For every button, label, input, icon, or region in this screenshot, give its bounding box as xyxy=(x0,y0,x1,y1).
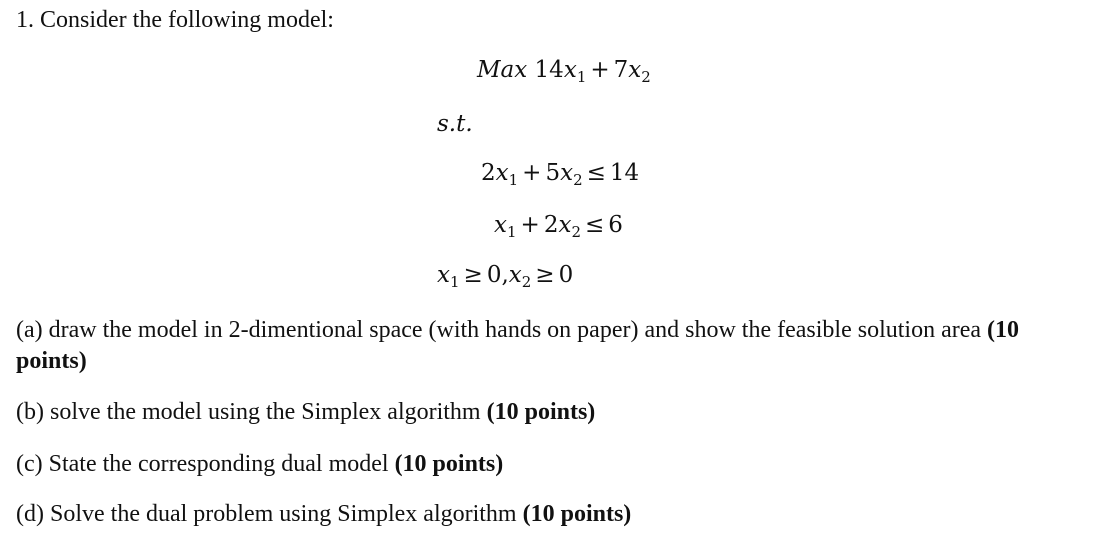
part-b-text: (b) solve the model using the Simplex algorithm xyxy=(16,399,487,425)
objective-coef-1: 14 xyxy=(534,57,564,83)
plus-sign: + xyxy=(590,57,610,83)
constraint-2 xyxy=(494,211,623,246)
nonnegativity-constraint xyxy=(437,261,573,296)
part-a-points-cont: points) xyxy=(16,348,87,374)
nonneg-separator: , xyxy=(501,262,509,288)
sub-1: 1 xyxy=(506,223,517,241)
part-d xyxy=(16,500,631,528)
var-x: x xyxy=(560,160,574,186)
nonneg-zero-1: 0 xyxy=(486,262,502,288)
part-a-line-2 xyxy=(16,347,87,375)
constraint-1-relation: ≤ xyxy=(586,160,606,186)
constraint-1 xyxy=(481,159,639,194)
sub-1: 1 xyxy=(508,171,519,189)
objective-function xyxy=(477,56,651,91)
part-a-line-1 xyxy=(16,316,1019,344)
objective-keyword: Max xyxy=(477,57,528,83)
var-x: x xyxy=(495,160,509,186)
var-x: x xyxy=(508,262,522,288)
part-c-points: (10 points) xyxy=(394,451,504,477)
sub-2: 2 xyxy=(641,68,651,86)
plus-sign: + xyxy=(520,212,540,238)
plus-sign: + xyxy=(522,160,542,186)
var-x: x xyxy=(558,212,572,238)
question-heading xyxy=(16,6,334,34)
sub-2: 2 xyxy=(571,223,581,241)
part-a-text: (a) draw the model in 2-dimentional space (with hands on paper) and show the feasible solution area xyxy=(16,317,988,343)
constraint-2-coef-2: 2 xyxy=(543,212,559,238)
var-x: x xyxy=(563,57,577,83)
part-d-points: (10 points) xyxy=(522,501,632,527)
sub-2: 2 xyxy=(521,273,532,291)
st-text: s.t. xyxy=(437,111,473,137)
sub-2: 2 xyxy=(573,171,583,189)
nonneg-relation-2: ≥ xyxy=(535,262,555,288)
question-intro: Consider the following model: xyxy=(40,7,334,33)
sub-1: 1 xyxy=(576,68,587,86)
part-a-points: (10 xyxy=(987,317,1020,343)
part-c xyxy=(16,450,503,478)
constraint-2-rhs: 6 xyxy=(608,212,623,238)
subject-to-label xyxy=(437,110,473,138)
var-x: x xyxy=(494,212,507,238)
constraint-2-relation: ≤ xyxy=(584,212,605,238)
sub-1: 1 xyxy=(449,273,460,291)
var-x: x xyxy=(437,262,450,288)
nonneg-relation-1: ≥ xyxy=(463,262,483,288)
part-c-text: (c) State the corresponding dual model xyxy=(16,451,395,477)
nonneg-zero-2: 0 xyxy=(558,262,574,288)
constraint-1-coef-2: 5 xyxy=(545,160,561,186)
objective-coef-2: 7 xyxy=(613,57,629,83)
question-number: 1. xyxy=(16,7,34,33)
part-b-points: (10 points) xyxy=(486,399,596,425)
constraint-1-coef-1: 2 xyxy=(481,160,496,186)
constraint-1-rhs: 14 xyxy=(609,160,640,186)
part-d-text: (d) Solve the dual problem using Simplex algorithm xyxy=(16,501,523,527)
var-x: x xyxy=(628,57,642,83)
part-b xyxy=(16,398,595,426)
